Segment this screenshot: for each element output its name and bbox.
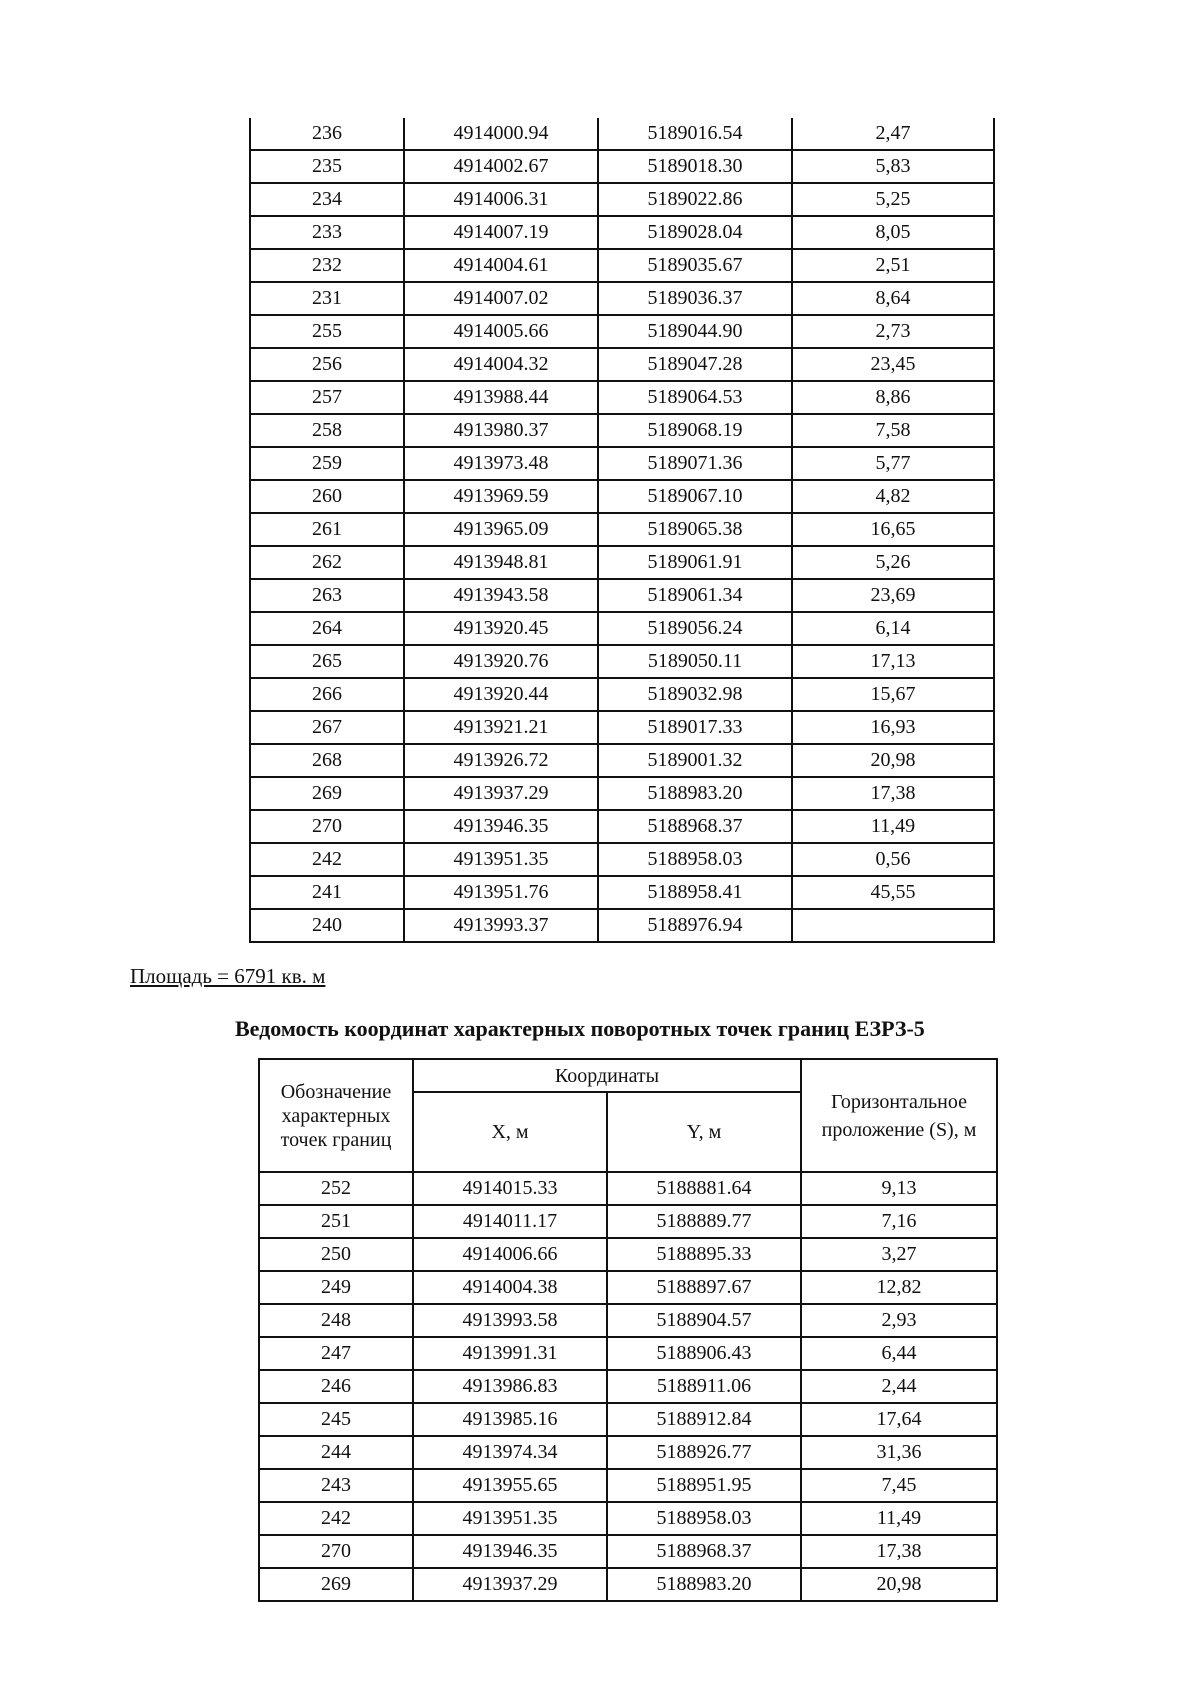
x-coordinate: 4914011.17: [413, 1205, 607, 1238]
x-coordinate: 4913937.29: [413, 1568, 607, 1601]
x-coordinate: 4913986.83: [413, 1370, 607, 1403]
point-number: 233: [250, 216, 404, 249]
x-coordinate: 4914007.02: [404, 282, 598, 315]
horizontal-distance: 8,64: [792, 282, 994, 315]
x-coordinate: 4913991.31: [413, 1337, 607, 1370]
horizontal-distance: 2,93: [801, 1304, 997, 1337]
y-coordinate: 5189065.38: [598, 513, 792, 546]
header-designation: Обозначение характерных точек границ: [259, 1059, 413, 1172]
x-coordinate: 4914004.61: [404, 249, 598, 282]
y-coordinate: 5189036.37: [598, 282, 792, 315]
table-row: [250, 282, 994, 315]
y-coordinate: 5189056.24: [598, 612, 792, 645]
header-horizontal-distance: Горизонтальное проложение (S), м: [801, 1059, 997, 1172]
x-coordinate: 4913951.35: [404, 843, 598, 876]
header-coordinates: Координаты: [413, 1059, 801, 1092]
y-coordinate: 5188976.94: [598, 909, 792, 942]
y-coordinate: 5189067.10: [598, 480, 792, 513]
point-number: 242: [259, 1502, 413, 1535]
point-number: 251: [259, 1205, 413, 1238]
table-row: [250, 579, 994, 612]
coordinates-table-ezrz5: [258, 1058, 998, 1602]
point-number: 236: [250, 118, 404, 150]
point-number: 258: [250, 414, 404, 447]
table-row: [250, 348, 994, 381]
horizontal-distance: [792, 909, 994, 942]
y-coordinate: 5188968.37: [607, 1535, 801, 1568]
point-number: 255: [250, 315, 404, 348]
y-coordinate: 5189061.34: [598, 579, 792, 612]
table-row: [259, 1205, 997, 1238]
y-coordinate: 5189001.32: [598, 744, 792, 777]
header-x: X, м: [413, 1092, 607, 1172]
horizontal-distance: 6,44: [801, 1337, 997, 1370]
x-coordinate: 4913965.09: [404, 513, 598, 546]
horizontal-distance: 45,55: [792, 876, 994, 909]
x-coordinate: 4913985.16: [413, 1403, 607, 1436]
point-number: 234: [250, 183, 404, 216]
horizontal-distance: 4,82: [792, 480, 994, 513]
y-coordinate: 5189050.11: [598, 645, 792, 678]
horizontal-distance: 7,45: [801, 1469, 997, 1502]
x-coordinate: 4914006.31: [404, 183, 598, 216]
y-coordinate: 5188983.20: [598, 777, 792, 810]
point-number: 243: [259, 1469, 413, 1502]
table-row: [250, 678, 994, 711]
point-number: 248: [259, 1304, 413, 1337]
horizontal-distance: 2,73: [792, 315, 994, 348]
table-row: [259, 1271, 997, 1304]
x-coordinate: 4913920.45: [404, 612, 598, 645]
y-coordinate: 5188958.41: [598, 876, 792, 909]
x-coordinate: 4913993.37: [404, 909, 598, 942]
x-coordinate: 4913955.65: [413, 1469, 607, 1502]
table-row: [250, 876, 994, 909]
section-title: Ведомость координат характерных поворотных точек границ ЕЗРЗ-5: [235, 1016, 925, 1041]
y-coordinate: 5188958.03: [598, 843, 792, 876]
table-row: [250, 216, 994, 249]
table-row: [250, 612, 994, 645]
table-row: [250, 645, 994, 678]
point-number: 270: [250, 810, 404, 843]
horizontal-distance: 8,05: [792, 216, 994, 249]
horizontal-distance: 17,64: [801, 1403, 997, 1436]
y-coordinate: 5189032.98: [598, 678, 792, 711]
x-coordinate: 4913920.44: [404, 678, 598, 711]
point-number: 235: [250, 150, 404, 183]
x-coordinate: 4913948.81: [404, 546, 598, 579]
table-row: [250, 843, 994, 876]
point-number: 269: [259, 1568, 413, 1601]
y-coordinate: 5189017.33: [598, 711, 792, 744]
point-number: 267: [250, 711, 404, 744]
horizontal-distance: 2,47: [792, 118, 994, 150]
table-row: [250, 118, 994, 150]
point-number: 240: [250, 909, 404, 942]
y-coordinate: 5188926.77: [607, 1436, 801, 1469]
table-row: [259, 1370, 997, 1403]
y-coordinate: 5189047.28: [598, 348, 792, 381]
y-coordinate: 5188889.77: [607, 1205, 801, 1238]
table-row: [250, 414, 994, 447]
horizontal-distance: 17,38: [792, 777, 994, 810]
horizontal-distance: 11,49: [801, 1502, 997, 1535]
table-row: [259, 1502, 997, 1535]
point-number: 268: [250, 744, 404, 777]
table-row: [259, 1172, 997, 1205]
y-coordinate: 5188911.06: [607, 1370, 801, 1403]
x-coordinate: 4913920.76: [404, 645, 598, 678]
horizontal-distance: 5,83: [792, 150, 994, 183]
point-number: 250: [259, 1238, 413, 1271]
x-coordinate: 4913993.58: [413, 1304, 607, 1337]
point-number: 263: [250, 579, 404, 612]
y-coordinate: 5189068.19: [598, 414, 792, 447]
horizontal-distance: 9,13: [801, 1172, 997, 1205]
table-header: [259, 1059, 997, 1172]
x-coordinate: 4913969.59: [404, 480, 598, 513]
point-number: 262: [250, 546, 404, 579]
horizontal-distance: 6,14: [792, 612, 994, 645]
point-number: 256: [250, 348, 404, 381]
y-coordinate: 5188904.57: [607, 1304, 801, 1337]
x-coordinate: 4913988.44: [404, 381, 598, 414]
horizontal-distance: 7,58: [792, 414, 994, 447]
table-row: [250, 777, 994, 810]
horizontal-distance: 16,93: [792, 711, 994, 744]
horizontal-distance: 23,45: [792, 348, 994, 381]
y-coordinate: 5189064.53: [598, 381, 792, 414]
table-row: [259, 1403, 997, 1436]
point-number: 270: [259, 1535, 413, 1568]
horizontal-distance: 11,49: [792, 810, 994, 843]
y-coordinate: 5188983.20: [607, 1568, 801, 1601]
table-row: [259, 1535, 997, 1568]
y-coordinate: 5188968.37: [598, 810, 792, 843]
coordinates-table-continued-body: [250, 118, 994, 942]
horizontal-distance: 5,26: [792, 546, 994, 579]
point-number: 261: [250, 513, 404, 546]
y-coordinate: 5189018.30: [598, 150, 792, 183]
table-row: [250, 711, 994, 744]
point-number: 265: [250, 645, 404, 678]
table-row: [250, 810, 994, 843]
horizontal-distance: 2,44: [801, 1370, 997, 1403]
x-coordinate: 4913943.58: [404, 579, 598, 612]
point-number: 241: [250, 876, 404, 909]
horizontal-distance: 7,16: [801, 1205, 997, 1238]
y-coordinate: 5189035.67: [598, 249, 792, 282]
point-number: 259: [250, 447, 404, 480]
coordinates-table-ezrz5-body: [259, 1172, 997, 1601]
horizontal-distance: 20,98: [801, 1568, 997, 1601]
horizontal-distance: 17,38: [801, 1535, 997, 1568]
point-number: 264: [250, 612, 404, 645]
y-coordinate: 5189044.90: [598, 315, 792, 348]
horizontal-distance: 17,13: [792, 645, 994, 678]
point-number: 257: [250, 381, 404, 414]
y-coordinate: 5189022.86: [598, 183, 792, 216]
x-coordinate: 4914000.94: [404, 118, 598, 150]
table-row: [250, 909, 994, 942]
horizontal-distance: 0,56: [792, 843, 994, 876]
y-coordinate: 5189016.54: [598, 118, 792, 150]
x-coordinate: 4913946.35: [404, 810, 598, 843]
table-row: [250, 744, 994, 777]
table-row: [250, 381, 994, 414]
horizontal-distance: 20,98: [792, 744, 994, 777]
table-row: [250, 447, 994, 480]
y-coordinate: 5188912.84: [607, 1403, 801, 1436]
y-coordinate: 5188881.64: [607, 1172, 801, 1205]
x-coordinate: 4913937.29: [404, 777, 598, 810]
horizontal-distance: 16,65: [792, 513, 994, 546]
y-coordinate: 5189071.36: [598, 447, 792, 480]
point-number: 269: [250, 777, 404, 810]
horizontal-distance: 5,77: [792, 447, 994, 480]
table-row: [250, 546, 994, 579]
table-row: [259, 1304, 997, 1337]
table-row: [250, 183, 994, 216]
point-number: 247: [259, 1337, 413, 1370]
table-row: [250, 150, 994, 183]
x-coordinate: 4914002.67: [404, 150, 598, 183]
coordinates-table-continued: [249, 118, 995, 943]
point-number: 266: [250, 678, 404, 711]
horizontal-distance: 12,82: [801, 1271, 997, 1304]
horizontal-distance: 8,86: [792, 381, 994, 414]
horizontal-distance: 31,36: [801, 1436, 997, 1469]
point-number: 246: [259, 1370, 413, 1403]
header-y: Y, м: [607, 1092, 801, 1172]
x-coordinate: 4913946.35: [413, 1535, 607, 1568]
x-coordinate: 4913921.21: [404, 711, 598, 744]
horizontal-distance: 3,27: [801, 1238, 997, 1271]
table-row: [259, 1436, 997, 1469]
x-coordinate: 4913951.35: [413, 1502, 607, 1535]
y-coordinate: 5188951.95: [607, 1469, 801, 1502]
area-total: Площадь = 6791 кв. м: [130, 964, 326, 988]
point-number: 232: [250, 249, 404, 282]
table-row: [250, 249, 994, 282]
table-row: [259, 1469, 997, 1502]
point-number: 242: [250, 843, 404, 876]
x-coordinate: 4913951.76: [404, 876, 598, 909]
x-coordinate: 4913926.72: [404, 744, 598, 777]
table-row: [259, 1337, 997, 1370]
table-row: [250, 513, 994, 546]
table-row: [250, 480, 994, 513]
x-coordinate: 4914005.66: [404, 315, 598, 348]
x-coordinate: 4913974.34: [413, 1436, 607, 1469]
point-number: 245: [259, 1403, 413, 1436]
table-row: [259, 1238, 997, 1271]
y-coordinate: 5188906.43: [607, 1337, 801, 1370]
y-coordinate: 5188958.03: [607, 1502, 801, 1535]
y-coordinate: 5189028.04: [598, 216, 792, 249]
point-number: 249: [259, 1271, 413, 1304]
table-row: [259, 1568, 997, 1601]
horizontal-distance: 2,51: [792, 249, 994, 282]
y-coordinate: 5189061.91: [598, 546, 792, 579]
horizontal-distance: 5,25: [792, 183, 994, 216]
y-coordinate: 5188897.67: [607, 1271, 801, 1304]
point-number: 244: [259, 1436, 413, 1469]
horizontal-distance: 15,67: [792, 678, 994, 711]
x-coordinate: 4913980.37: [404, 414, 598, 447]
point-number: 231: [250, 282, 404, 315]
point-number: 260: [250, 480, 404, 513]
y-coordinate: 5188895.33: [607, 1238, 801, 1271]
horizontal-distance: 23,69: [792, 579, 994, 612]
x-coordinate: 4914004.32: [404, 348, 598, 381]
x-coordinate: 4914007.19: [404, 216, 598, 249]
x-coordinate: 4914004.38: [413, 1271, 607, 1304]
table-row: [250, 315, 994, 348]
x-coordinate: 4913973.48: [404, 447, 598, 480]
x-coordinate: 4914006.66: [413, 1238, 607, 1271]
x-coordinate: 4914015.33: [413, 1172, 607, 1205]
point-number: 252: [259, 1172, 413, 1205]
